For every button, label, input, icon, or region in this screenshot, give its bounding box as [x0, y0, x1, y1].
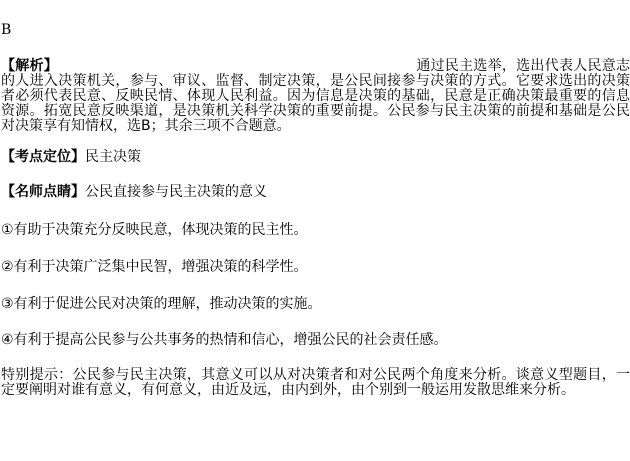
tip-point-4: ④有利于提高公民参与公共事务的热情和信心，增强公民的社会责任感。 [1, 332, 448, 348]
analysis-paragraph [1, 59, 630, 134]
special-note: 特别提示：公民参与民主决策，其意义可以从对决策者和对公民两个角度来分析。谈意义型题目，一定要阐明对谁有意义，有何意义，由近及远，由内到外，由个别到一般运用发散思维来分析。 [1, 367, 630, 398]
exam-point-label: 【考点定位】 [1, 149, 85, 165]
tip-point-3: ③有利于促进公民对决策的理解，推动决策的实施。 [1, 296, 322, 312]
teacher-tip-line [1, 185, 630, 200]
blank-space [58, 69, 416, 70]
exam-point-line [1, 150, 630, 165]
tip-point-1: ①有助于决策充分反映民意，体现决策的民主性。 [1, 222, 308, 238]
teacher-tip-text: 公民直接参与民主决策的意义 [85, 184, 267, 200]
teacher-tip-label: 【名师点睛】 [1, 184, 85, 200]
analysis-text: 通过民主选举，选出代表人民意志的人进入决策机关，参与、审议、监督、制定决策，是公民间接参与决策的方式。它要求选出的决策者必须代表民意、反映民情、体现人民利益。因为信息是决策的基础，民意是正确决策最重要的信息资源。拓宽民意反映渠道，是决策机关科学决策的重要前提。公民参与民主决策的前提和基础是公民对决策享有知情权，选B；其余三项不合题意。 [1, 58, 630, 134]
tip-point-2: ②有利于决策广泛集中民智，增强决策的科学性。 [1, 259, 308, 275]
analysis-label: 【解析】 [1, 58, 59, 74]
answer-letter: B [1, 22, 12, 38]
exam-point-text: 民主决策 [85, 149, 141, 165]
